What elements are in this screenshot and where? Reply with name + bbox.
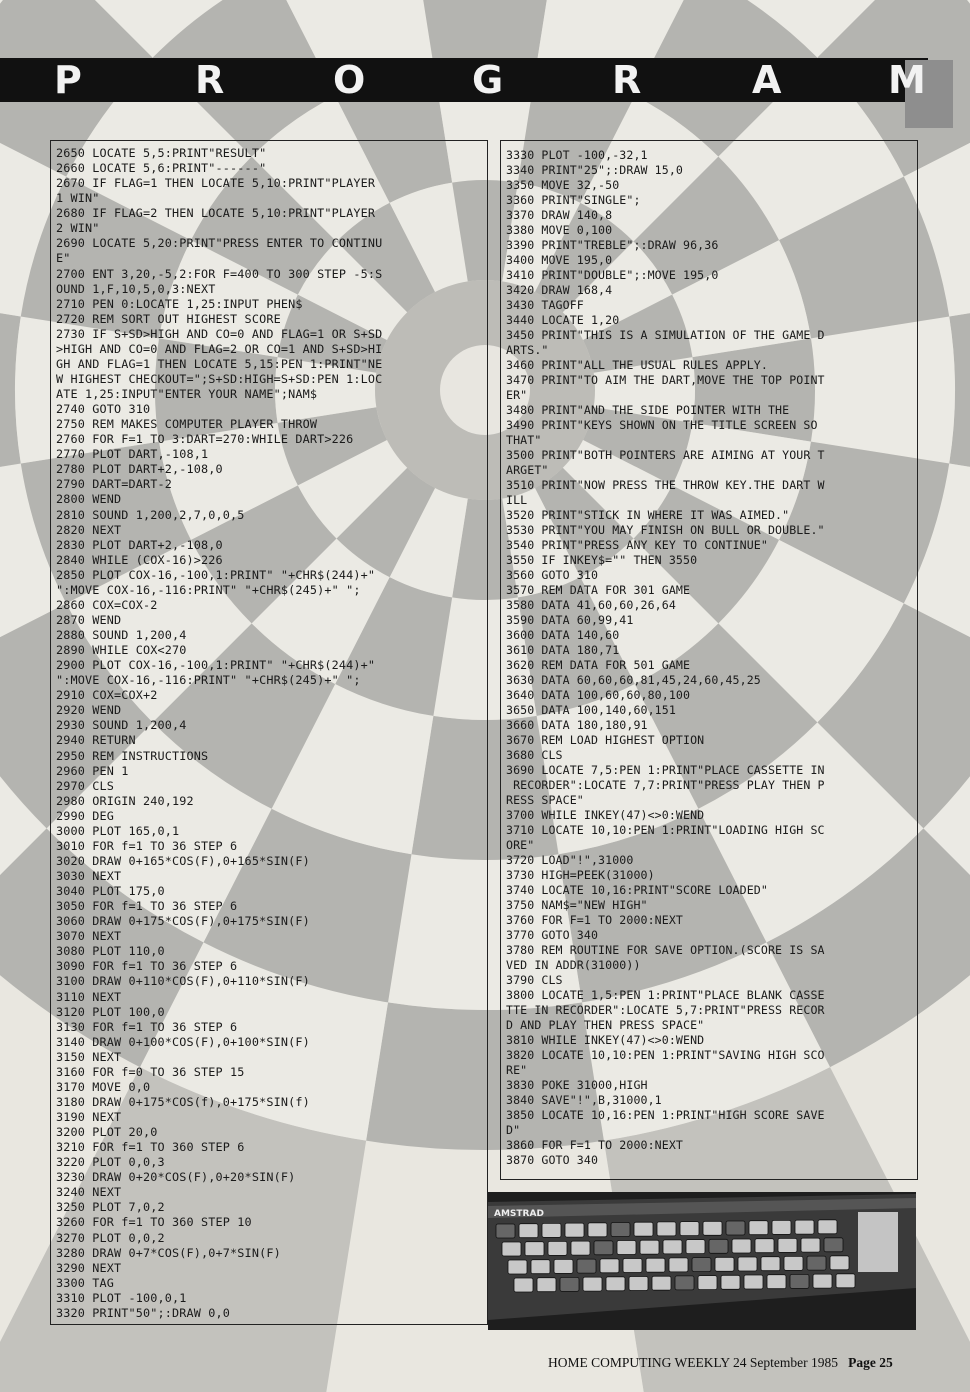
listing-line: 3550 IF INKEY$="" THEN 3550	[506, 553, 698, 567]
listing-line: 3640 DATA 100,60,60,80,100	[506, 688, 691, 702]
listing-line: 3240 NEXT	[56, 1185, 122, 1200]
listing-line: 3480 PRINT"AND THE SIDE POINTER WITH THE	[506, 403, 790, 417]
listing-line: 3010 FOR f=1 TO 36 STEP 6	[56, 838, 238, 853]
listing-line: 3270 PLOT 0,0,2	[56, 1230, 165, 1245]
listing-line: 3000 PLOT 165,0,1	[56, 823, 180, 838]
listing-line: 3420 DRAW 168,4	[506, 283, 613, 297]
listing-line: 2650 LOCATE 5,5:PRINT"RESULT"	[56, 146, 267, 160]
listing-line: 3490 PRINT"KEYS SHOWN ON THE TITLE SCREEN SO	[506, 418, 818, 432]
listing-line: 3250 PLOT 7,0,2	[56, 1200, 165, 1215]
listing-line: 3700 WHILE INKEY(47)<>0:WEND	[506, 808, 705, 822]
listing-line: RE"	[506, 1063, 528, 1077]
page-footer	[548, 1355, 893, 1371]
listing-line: 3830 POKE 31000,HIGH	[506, 1078, 648, 1092]
keyboard-illustration	[488, 1192, 916, 1330]
listing-line: GH AND FLAG=1 THEN LOCATE 5,15:PEN 1:PRINT"NE	[56, 356, 383, 371]
banner-letter-p: P	[54, 58, 82, 102]
banner-letter-g: G	[472, 58, 504, 102]
listing-line: 3620 REM DATA FOR 501 GAME	[506, 658, 691, 672]
listing-line: 3150 NEXT	[56, 1049, 122, 1064]
listing-line: 3870 GOTO 340	[506, 1153, 599, 1167]
listing-line: 3810 WHILE INKEY(47)<>0:WEND	[506, 1033, 705, 1047]
listing-line: ":MOVE COX-16,-116:PRINT" "+CHR$(245)+" ";	[56, 673, 361, 688]
listing-line: 2750 REM MAKES COMPUTER PLAYER THROW	[56, 417, 318, 432]
program-listing-left	[56, 146, 382, 1321]
listing-line: 3590 DATA 60,99,41	[506, 613, 634, 627]
listing-line: 3100 DRAW 0+110*COS(F),0+110*SIN(F)	[56, 974, 310, 989]
listing-line: 3670 REM LOAD HIGHEST OPTION	[506, 733, 705, 747]
listing-line: 3230 DRAW 0+20*COS(F),0+20*SIN(F)	[56, 1170, 296, 1185]
listing-line: 3460 PRINT"ALL THE USUAL RULES APPLY.	[506, 358, 768, 372]
keyboard-photo	[488, 1192, 916, 1330]
listing-line: >HIGH AND CO=0 AND FLAG=2 OR CO=1 AND S+SD>HI	[56, 341, 383, 356]
listing-line: 3170 MOVE 0,0	[56, 1079, 151, 1094]
listing-line: 3540 PRINT"PRESS ANY KEY TO CONTINUE"	[506, 538, 768, 552]
listing-line: 3160 FOR f=0 TO 36 STEP 15	[56, 1064, 245, 1079]
listing-line: 2730 IF S+SD>HIGH AND CO=0 AND FLAG=1 OR S+SD	[56, 326, 383, 341]
banner-letter-a: A	[752, 58, 782, 102]
listing-line: W HIGHEST CHECKOUT=";S+SD:HIGH=S+SD:PEN 1:LOC	[56, 371, 383, 386]
listing-line: 3020 DRAW 0+165*COS(F),0+165*SIN(F)	[56, 853, 310, 868]
listing-line: 3740 LOCATE 10,16:PRINT"SCORE LOADED"	[506, 883, 768, 897]
listing-line: 2880 SOUND 1,200,4	[56, 628, 187, 642]
listing-line: RECORDER":LOCATE 7,7:PRINT"PRESS PLAY THEN P	[506, 778, 825, 792]
listing-line: 3080 PLOT 110,0	[56, 944, 165, 959]
listing-line: 2690 LOCATE 5,20:PRINT"PRESS ENTER TO CONTINU	[56, 236, 383, 251]
listing-line: 3780 REM ROUTINE FOR SAVE OPTION.(SCORE IS SA	[506, 943, 825, 957]
listing-line: 3350 MOVE 32,-50	[506, 178, 620, 192]
listing-line: 2770 PLOT DART,-108,1	[56, 447, 209, 462]
listing-line: 2810 SOUND 1,200,2,7,0,0,5	[56, 507, 245, 522]
banner-letter-r1: R	[195, 58, 225, 102]
listing-line: 3290 NEXT	[56, 1260, 122, 1275]
listing-line: 2670 IF FLAG=1 THEN LOCATE 5,10:PRINT"PLAYER	[56, 176, 376, 191]
listing-line: 3210 FOR f=1 TO 360 STEP 6	[56, 1140, 245, 1155]
listing-line: 3560 GOTO 310	[506, 568, 599, 582]
listing-line: 2860 COX=COX-2	[56, 597, 158, 612]
listing-line: 3610 DATA 180,71	[506, 643, 620, 657]
listing-line: 2840 WHILE (COX-16)>226	[56, 552, 223, 567]
listing-line: 3130 FOR f=1 TO 36 STEP 6	[56, 1019, 238, 1034]
banner-letter-m: M	[888, 58, 926, 102]
listing-line: 3110 NEXT	[56, 989, 122, 1004]
listing-line: 3280 DRAW 0+7*COS(F),0+7*SIN(F)	[56, 1245, 281, 1260]
listing-line: 2740 GOTO 310	[56, 402, 151, 417]
listing-line: 3800 LOCATE 1,5:PEN 1:PRINT"PLACE BLANK CASSE	[506, 988, 825, 1002]
listing-line: 3200 PLOT 20,0	[56, 1125, 158, 1140]
listing-line: 2990 DEG	[56, 808, 115, 823]
listing-line: 2970 CLS	[56, 778, 115, 793]
listing-line: ATE 1,25:INPUT"ENTER YOUR NAME";NAM$	[56, 387, 318, 401]
listing-line: 3450 PRINT"THIS IS A SIMULATION OF THE GAME D	[506, 328, 825, 342]
listing-line: TTE IN RECORDER":LOCATE 5,7:PRINT"PRESS RECOR	[506, 1003, 825, 1017]
listing-line: 3690 LOCATE 7,5:PEN 1:PRINT"PLACE CASSETTE IN	[506, 763, 825, 777]
listing-line: 3860 FOR F=1 TO 2000:NEXT	[506, 1138, 684, 1152]
listing-line: 2920 WEND	[56, 703, 122, 718]
listing-line: 3180 DRAW 0+175*COS(f),0+175*SIN(f)	[56, 1094, 310, 1109]
listing-line: 3520 PRINT"STICK IN WHERE IT WAS AIMED."	[506, 508, 790, 522]
listing-line: 2910 COX=COX+2	[56, 688, 158, 703]
listing-line: ILL	[506, 493, 528, 507]
listing-line: 2870 WEND	[56, 612, 122, 627]
listing-line: 2930 SOUND 1,200,4	[56, 718, 187, 733]
listing-line: D AND PLAY THEN PRESS SPACE"	[506, 1018, 705, 1032]
listing-line: 2890 WHILE COX<270	[56, 643, 187, 658]
listing-line: 3730 HIGH=PEEK(31000)	[506, 868, 655, 882]
listing-line: 2900 PLOT COX-16,-100,1:PRINT" "+CHR$(244)+"	[56, 658, 376, 673]
listing-line: 2680 IF FLAG=2 THEN LOCATE 5,10:PRINT"PLAYER	[56, 206, 376, 221]
listing-line: 3050 FOR f=1 TO 36 STEP 6	[56, 899, 238, 914]
listing-line: 3820 LOCATE 10,10:PEN 1:PRINT"SAVING HIGH SCO	[506, 1048, 825, 1062]
listing-line: 2950 REM INSTRUCTIONS	[56, 748, 209, 763]
listing-line: 3850 LOCATE 10,16:PEN 1:PRINT"HIGH SCORE SAVE	[506, 1108, 825, 1122]
listing-line: 3370 DRAW 140,8	[506, 208, 613, 222]
listing-line: 2760 FOR F=1 TO 3:DART=270:WHILE DART>226	[56, 432, 354, 447]
listing-line: 2720 REM SORT OUT HIGHEST SCORE	[56, 311, 281, 326]
listing-line: 3650 DATA 100,140,60,151	[506, 703, 676, 717]
listing-line: THAT"	[506, 433, 542, 447]
listing-line: 2830 PLOT DART+2,-108,0	[56, 537, 223, 552]
listing-line: 3680 CLS	[506, 748, 563, 762]
listing-line: 2790 DART=DART-2	[56, 477, 173, 492]
listing-line: 3030 NEXT	[56, 869, 122, 883]
listing-line: ARTS."	[506, 343, 549, 357]
listing-line: 2800 WEND	[56, 492, 122, 507]
listing-line: 3750 NAM$="NEW HIGH"	[506, 898, 648, 912]
listing-line: 3300 TAG	[56, 1275, 115, 1290]
listing-line: 3440 LOCATE 1,20	[506, 313, 620, 327]
listing-line: 3090 FOR f=1 TO 36 STEP 6	[56, 959, 238, 974]
listing-line: 3770 GOTO 340	[506, 928, 599, 942]
listing-line: 3430 TAGOFF	[506, 298, 584, 312]
listing-line: 3510 PRINT"NOW PRESS THE THROW KEY.THE DART W	[506, 478, 825, 492]
listing-line: 3340 PRINT"25";:DRAW 15,0	[506, 163, 684, 177]
listing-line: 3720 LOAD"!",31000	[506, 853, 634, 867]
listing-line: 2700 ENT 3,20,-5,2:FOR F=400 TO 300 STEP -5:S	[56, 266, 383, 281]
listing-line: 3470 PRINT"TO AIM THE DART,MOVE THE TOP POINT	[506, 373, 825, 387]
listing-line: 2820 NEXT	[56, 522, 122, 537]
listing-line: 3070 NEXT	[56, 929, 122, 944]
listing-line: 3320 PRINT"50";:DRAW 0,0	[56, 1305, 231, 1320]
listing-line: OUND 1,F,10,5,0,3:NEXT	[56, 281, 216, 296]
listing-line: 3710 LOCATE 10,10:PEN 1:PRINT"LOADING HIGH SC	[506, 823, 825, 837]
listing-line: 3760 FOR F=1 TO 2000:NEXT	[506, 913, 684, 927]
banner-letter-r2: R	[612, 58, 642, 102]
listing-line: 3310 PLOT -100,0,1	[56, 1290, 187, 1305]
listing-line: 2960 PEN 1	[56, 763, 129, 778]
listing-line: 3790 CLS	[506, 973, 563, 987]
listing-line: ":MOVE COX-16,-116:PRINT" "+CHR$(245)+" ";	[56, 582, 361, 597]
listing-line: 3040 PLOT 175,0	[56, 884, 165, 899]
listing-line: 3660 DATA 180,180,91	[506, 718, 648, 732]
publication-line: HOME COMPUTING WEEKLY 24 September 1985	[548, 1355, 838, 1370]
listing-line: RESS SPACE"	[506, 793, 584, 807]
listing-line: 3260 FOR f=1 TO 360 STEP 10	[56, 1215, 252, 1230]
listing-line: 3140 DRAW 0+100*COS(F),0+100*SIN(F)	[56, 1034, 310, 1049]
listing-line: 3330 PLOT -100,-32,1	[506, 148, 648, 162]
listing-line: 3190 NEXT	[56, 1110, 122, 1124]
banner-letter-o: O	[333, 58, 366, 102]
listing-line: ARGET"	[506, 463, 549, 477]
listing-line: 3570 REM DATA FOR 301 GAME	[506, 583, 691, 597]
listing-line: 3060 DRAW 0+175*COS(F),0+175*SIN(F)	[56, 914, 310, 929]
listing-line: 3580 DATA 41,60,60,26,64	[506, 598, 676, 612]
listing-line: 2780 PLOT DART+2,-108,0	[56, 462, 223, 477]
listing-line: 3120 PLOT 100,0	[56, 1004, 165, 1019]
listing-line: 3630 DATA 60,60,60,81,45,24,60,45,25	[506, 673, 761, 687]
listing-line: E"	[56, 251, 71, 266]
program-banner	[0, 58, 928, 102]
listing-line: 2710 PEN 0:LOCATE 1,25:INPUT PHEN$	[56, 296, 303, 311]
listing-line: VED IN ADDR(31000))	[506, 958, 641, 972]
listing-line: D"	[506, 1123, 521, 1137]
listing-line: 2940 RETURN	[56, 733, 136, 748]
listing-line: 3500 PRINT"BOTH POINTERS ARE AIMING AT YOUR T	[506, 448, 825, 462]
listing-line: 2 WIN"	[56, 221, 100, 236]
listing-line: 3530 PRINT"YOU MAY FINISH ON BULL OR DOUBLE."	[506, 523, 825, 537]
listing-line: 3410 PRINT"DOUBLE";:MOVE 195,0	[506, 268, 719, 282]
listing-line: 2980 ORIGIN 240,192	[56, 793, 194, 808]
program-listing-right	[506, 148, 825, 1168]
listing-line: 3360 PRINT"SINGLE";	[506, 193, 641, 207]
brand-label: AMSTRAD	[494, 1209, 544, 1219]
listing-line: 3380 MOVE 0,100	[506, 223, 613, 237]
listing-line: 3400 MOVE 195,0	[506, 253, 613, 267]
listing-line: 3600 DATA 140,60	[506, 628, 620, 642]
listing-line: ER"	[506, 388, 528, 402]
listing-line: 1 WIN"	[56, 191, 100, 206]
listing-line: 2850 PLOT COX-16,-100,1:PRINT" "+CHR$(244)+"	[56, 567, 376, 582]
listing-line: ORE"	[506, 838, 535, 852]
listing-line: 3220 PLOT 0,0,3	[56, 1155, 165, 1170]
listing-line: 3840 SAVE"!",B,31000,1	[506, 1093, 662, 1107]
page-number: Page 25	[848, 1355, 893, 1370]
listing-line: 3390 PRINT"TREBLE";:DRAW 96,36	[506, 238, 719, 252]
listing-line: 2660 LOCATE 5,6:PRINT"------"	[56, 161, 267, 176]
